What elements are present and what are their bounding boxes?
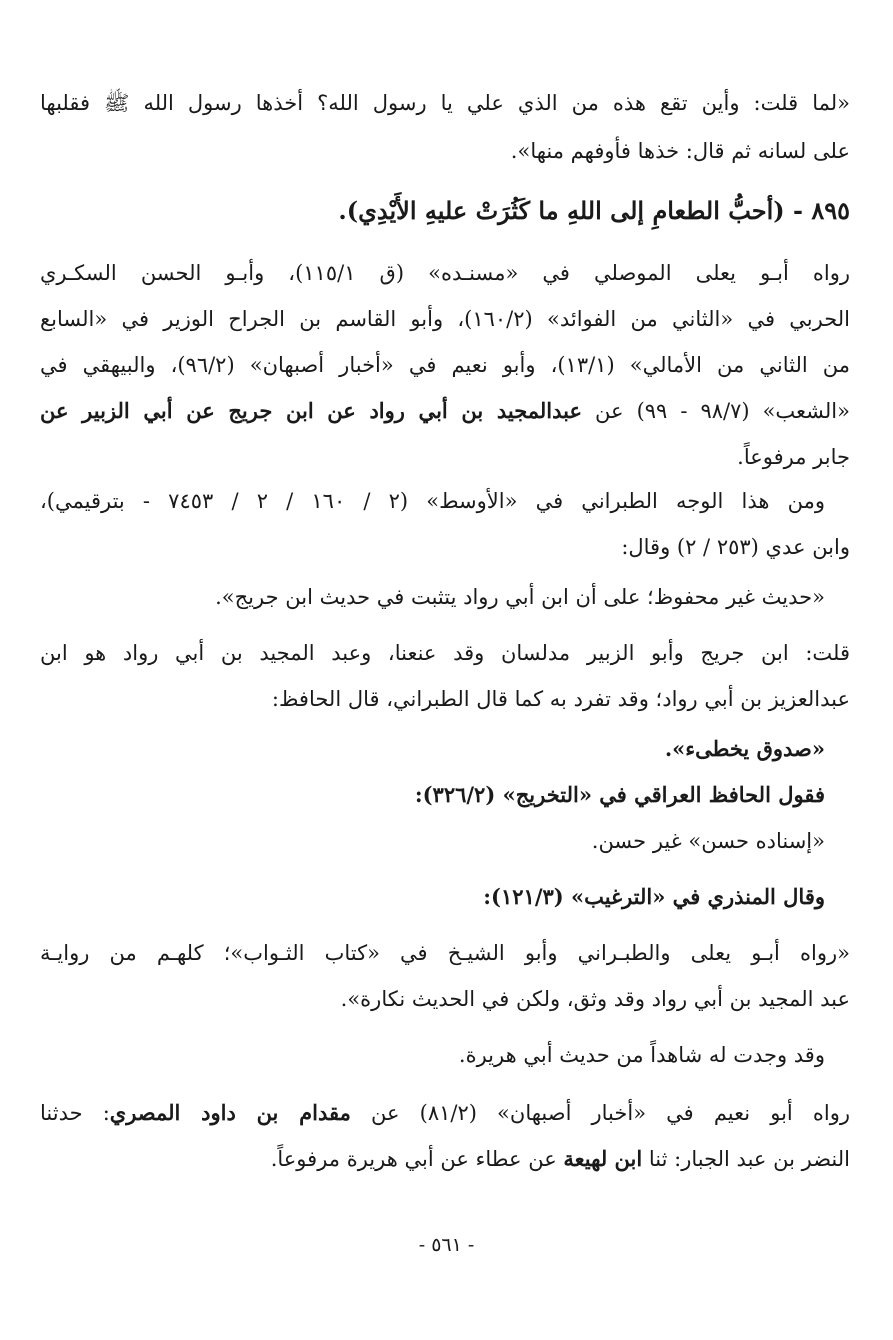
opening-quote-line-2: على لسانه ثم قال: خذها فأوفهم منها». xyxy=(510,139,850,163)
takhrij-line-2: الحربي في «الثاني من الفوائد» (١٦٠/٢)، وأبو القاسم بن الجراح الوزير في «السابع xyxy=(40,307,850,331)
tabarani-line-2: وابن عدي (٢٥٣ / ٢) وقال: xyxy=(621,535,850,559)
abu-nuaym-nadr: النضر بن عبد الجبار: ثنا xyxy=(642,1147,850,1171)
takhrij-source-text: «الشعب» (٩٨/٧ - ٩٩) عن xyxy=(582,399,850,423)
hadith-title: ٨٩٥ - (أحبُّ الطعامِ إلى اللهِ ما كَثُرَتْ عليهِ الأَيْدِي). xyxy=(338,196,850,225)
abu-nuaym-line-1 xyxy=(40,1090,850,1136)
mundhiri-quote-line-2: عبد المجيد بن أبي رواد وقد وثق، ولكن في الحديث نكارة». xyxy=(340,987,850,1011)
takhrij-line-1: رواه أبـو يعلى الموصلي في «مسنـده» (ق ١١٥/١)، وأبـو الحسن السكـري xyxy=(40,261,850,285)
hafiz-quote: «صدوق يخطىء». xyxy=(664,736,825,761)
iraqi-quote: «إسناده حسن» غير حسن. xyxy=(591,829,825,853)
page-number: - ٥٦١ - xyxy=(418,1234,475,1256)
takhrij-line-3: من الثاني من الأمالي» (١٣/١)، وأبو نعيم في «أخبار أصبهان» (٩٦/٢)، والبيهقي في xyxy=(40,353,851,377)
abu-nuaym-rest: عن عطاء عن أبي هريرة مرفوعاً. xyxy=(270,1147,564,1171)
mundhiri-intro: وقال المنذري في «الترغيب» (١٢١/٣): xyxy=(483,884,825,909)
abu-nuaym-source: رواه أبو نعيم في «أخبار أصبهان» (٨١/٢) عن xyxy=(350,1101,850,1125)
iraqi-intro: فقول الحافظ العراقي في «التخريج» (٣٢٦/٢): xyxy=(414,782,825,807)
takhrij-line-5: جابر مرفوعاً. xyxy=(737,445,850,469)
abu-nuaym-line-2 xyxy=(40,1136,850,1182)
narrator-miqdam: مقدام بن داود المصري xyxy=(109,1100,351,1125)
abu-nuaym-haddathana: : حدثنا xyxy=(40,1101,110,1125)
takhrij-line-4 xyxy=(40,388,850,434)
qultu-line-2: عبدالعزيز بن أبي رواد؛ وقد تفرد به كما قال الطبراني، قال الحافظ: xyxy=(271,687,850,711)
qultu-line-1: قلت: ابن جريج وأبو الزبير مدلسان وقد عنعنا، وعبد المجيد بن أبي رواد هو ابن xyxy=(40,641,850,665)
isnad-chain: عبدالمجيد بن أبي رواد عن ابن جريج عن أبي الزبير عن xyxy=(40,398,583,423)
narrator-ibn-lahia: ابن لهيعة xyxy=(563,1146,643,1171)
witness-note: وقد وجدت له شاهداً من حديث أبي هريرة. xyxy=(458,1043,825,1067)
ibn-adi-quote: «حديث غير محفوظ؛ على أن ابن أبي رواد يتثبت في حديث ابن جريج». xyxy=(215,585,825,609)
tabarani-line-1: ومن هذا الوجه الطبراني في «الأوسط» (٢ / ١٦٠ / ٢ / ٧٤٥٣ - بترقيمي)، xyxy=(40,489,825,513)
opening-quote-line-1: «لما قلت: وأين تقع هذه من الذي علي يا رسول الله؟ أخذها رسول الله ﷺ فقلبها xyxy=(40,91,850,115)
mundhiri-quote-line-1: «رواه أبـو يعلى والطبـراني وأبو الشيـخ في «كتاب الثـواب»؛ كلهـم من روايـة xyxy=(40,941,850,965)
